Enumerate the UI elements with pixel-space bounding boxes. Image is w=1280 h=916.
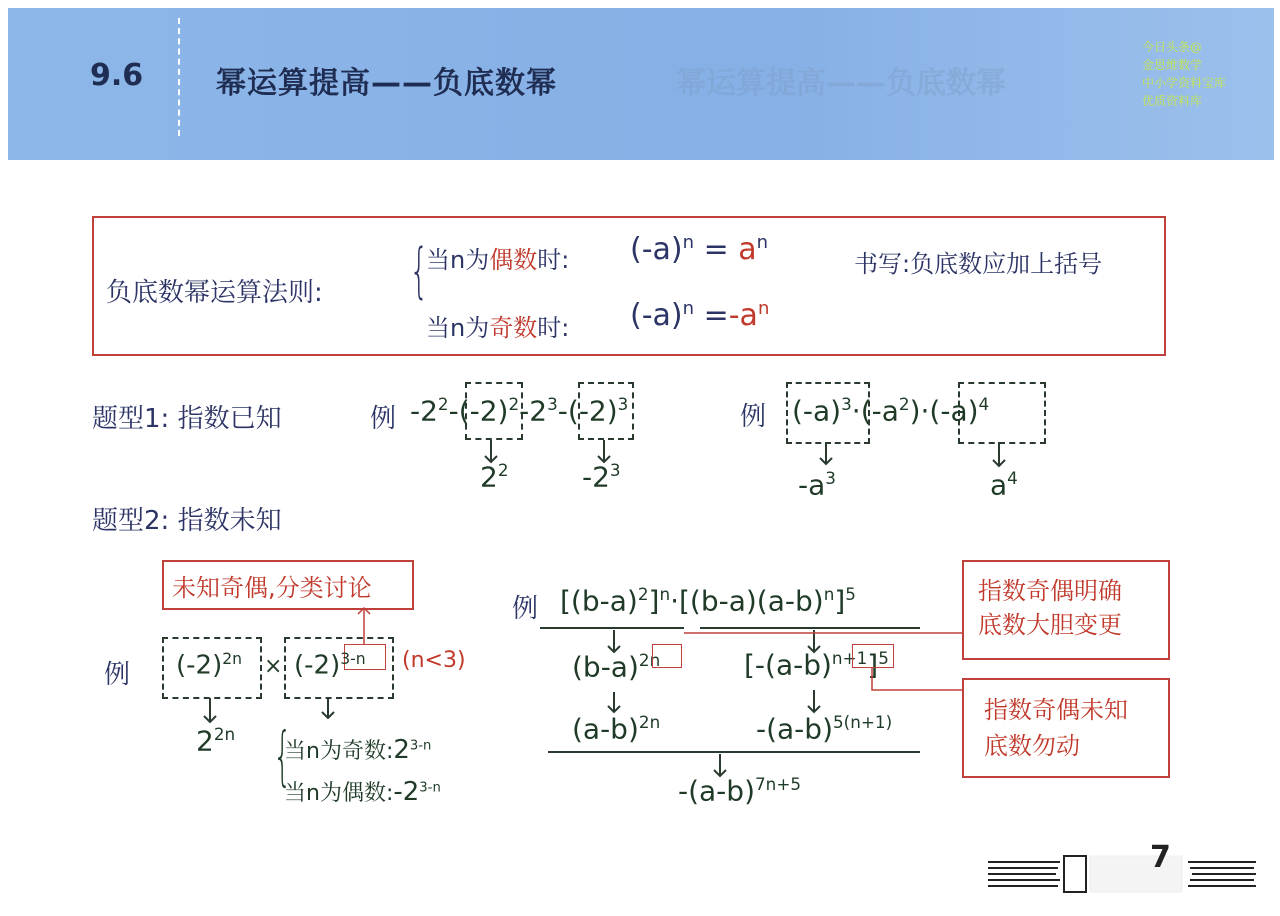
term: (-2)	[458, 394, 509, 428]
even-lhs: (-a)	[630, 232, 683, 267]
section-title: 幂运算提高——负底数幂	[216, 66, 557, 101]
type1-ex1-label: 例	[370, 404, 397, 434]
type2-left-ex-label: 例	[104, 660, 131, 690]
term: -2	[393, 777, 420, 807]
rule-label: 负底数幂运算法则:	[106, 278, 323, 308]
writing-note: 书写:负底数应加上括号	[854, 250, 1103, 278]
even-word: 偶数	[489, 246, 538, 274]
even-pre: 当n为	[426, 246, 490, 274]
note-line: 底数大胆变更	[978, 611, 1122, 639]
term: -(a-b)	[756, 712, 833, 746]
odd-rhs: -a	[728, 298, 758, 333]
odd-eq: =	[703, 298, 729, 333]
arrow-icon	[204, 698, 216, 722]
note-line: 指数奇偶未知	[984, 696, 1128, 724]
exp: 2	[437, 394, 449, 414]
exp: 2n	[638, 650, 661, 670]
term: -2	[410, 394, 438, 428]
type1-label: 题型1: 指数已知	[92, 404, 282, 434]
exp: 5	[845, 584, 856, 604]
exp: 3	[609, 460, 621, 480]
term: [-(a-b)	[744, 648, 832, 682]
term: (-2)	[294, 650, 341, 681]
exp: 3	[841, 394, 852, 414]
arrow-icon	[993, 442, 1005, 466]
exp: 5(n+1)	[833, 712, 893, 732]
rule-brace: {	[409, 236, 429, 306]
term: (-a)	[792, 394, 842, 428]
watermark-line: 中小学资料宝库	[1142, 76, 1227, 90]
even-rhs-exp: n	[756, 232, 769, 253]
exp: 2n	[222, 650, 243, 668]
term: (a-b)	[572, 712, 639, 746]
term: a	[990, 468, 1008, 502]
exp: 5	[878, 648, 889, 668]
exp: 3-n	[419, 780, 441, 796]
exp: 2	[497, 460, 509, 480]
arrow-icon	[485, 440, 497, 462]
odd-word: 奇数	[489, 314, 538, 342]
term: (-2)	[176, 650, 223, 681]
exp: 3	[825, 468, 836, 488]
type2-left-condition: (n<3)	[402, 648, 466, 673]
term: 2	[480, 460, 498, 494]
minus: -	[557, 394, 568, 428]
term: -2	[582, 460, 610, 494]
type2-label: 题型2: 指数未知	[92, 506, 282, 536]
arrow-icon	[322, 698, 334, 718]
arrow-icon	[608, 630, 620, 652]
ghost-title-reflection: 幂运算提高——负底数幂	[676, 66, 1006, 101]
dot: ·	[670, 584, 679, 618]
arrow-icon	[598, 440, 610, 462]
bracket: ]	[867, 648, 879, 682]
odd-pre: 当n为	[426, 314, 490, 342]
arrow-icon	[820, 442, 832, 464]
arrow-up-icon	[358, 608, 370, 644]
exp: 2	[898, 394, 910, 414]
exp: 2	[508, 394, 520, 414]
term: [(b-a)	[560, 584, 638, 618]
term: 2	[196, 724, 214, 758]
minus: -	[448, 394, 459, 428]
odd-lhs-exp: n	[682, 298, 695, 319]
arrow-icon	[608, 692, 620, 712]
dot: ·	[920, 394, 930, 428]
watermark-line: 优质资料库	[1142, 94, 1203, 108]
type2-left-times: ×	[264, 654, 283, 679]
type2-left-case-brace: {	[273, 720, 292, 794]
term: [(b-a)(a-b)	[678, 584, 824, 618]
bracket: ]	[648, 584, 660, 618]
note-line: 指数奇偶明确	[978, 577, 1122, 605]
term: (-a)	[929, 394, 979, 428]
term: (-2)	[567, 394, 618, 428]
term: (b-a)	[572, 650, 639, 684]
even-post: 时:	[537, 246, 570, 274]
even-lhs-exp: n	[682, 232, 695, 253]
term: -a	[798, 468, 826, 502]
exp: n+1	[831, 648, 868, 668]
exp: 3	[547, 394, 558, 414]
decor-lines	[988, 862, 1060, 886]
term: 2	[393, 735, 410, 765]
watermark-line: 今日头条@	[1142, 40, 1203, 54]
odd-post: 时:	[537, 314, 570, 342]
exp: n	[659, 584, 671, 604]
watermark-line: 金思维数学	[1142, 58, 1203, 72]
even-eq: =	[703, 232, 729, 267]
exp: 3	[617, 394, 629, 414]
exp: 3-n	[409, 738, 432, 754]
decor-lines	[1188, 862, 1256, 886]
section-number: 9.6	[90, 58, 144, 93]
bracket: ]	[834, 584, 846, 618]
paren: )	[909, 394, 921, 428]
exp: 4	[978, 394, 990, 414]
note-unknown-parity-text: 未知奇偶,分类讨论	[172, 574, 372, 602]
exp: 3-n	[340, 650, 366, 668]
exp: 2n	[638, 712, 661, 732]
type2-right-ex-label: 例	[512, 594, 539, 624]
term: -2	[519, 394, 548, 428]
exp: 2	[637, 584, 649, 604]
dot: ·	[851, 394, 861, 428]
case-label: 当n为奇数:	[284, 739, 394, 764]
decor-bar	[1064, 856, 1086, 892]
exp: 7n+5	[755, 774, 802, 794]
exp: 4	[1007, 468, 1018, 488]
odd-lhs: (-a)	[630, 298, 683, 333]
arrow-icon	[808, 690, 820, 712]
case-label: 当n为偶数:	[284, 781, 394, 806]
term: -(a-b)	[678, 774, 755, 808]
even-rhs: a	[738, 232, 757, 267]
exp: 2n	[213, 724, 236, 744]
red-connector	[872, 668, 962, 690]
term: (-a	[860, 394, 899, 428]
note-line: 底数勿动	[984, 732, 1080, 760]
exp: n	[823, 584, 835, 604]
type1-ex2-label: 例	[740, 402, 767, 432]
odd-rhs-exp: n	[757, 298, 770, 319]
page-number: 7	[1150, 840, 1171, 875]
arrow-icon	[714, 754, 726, 776]
